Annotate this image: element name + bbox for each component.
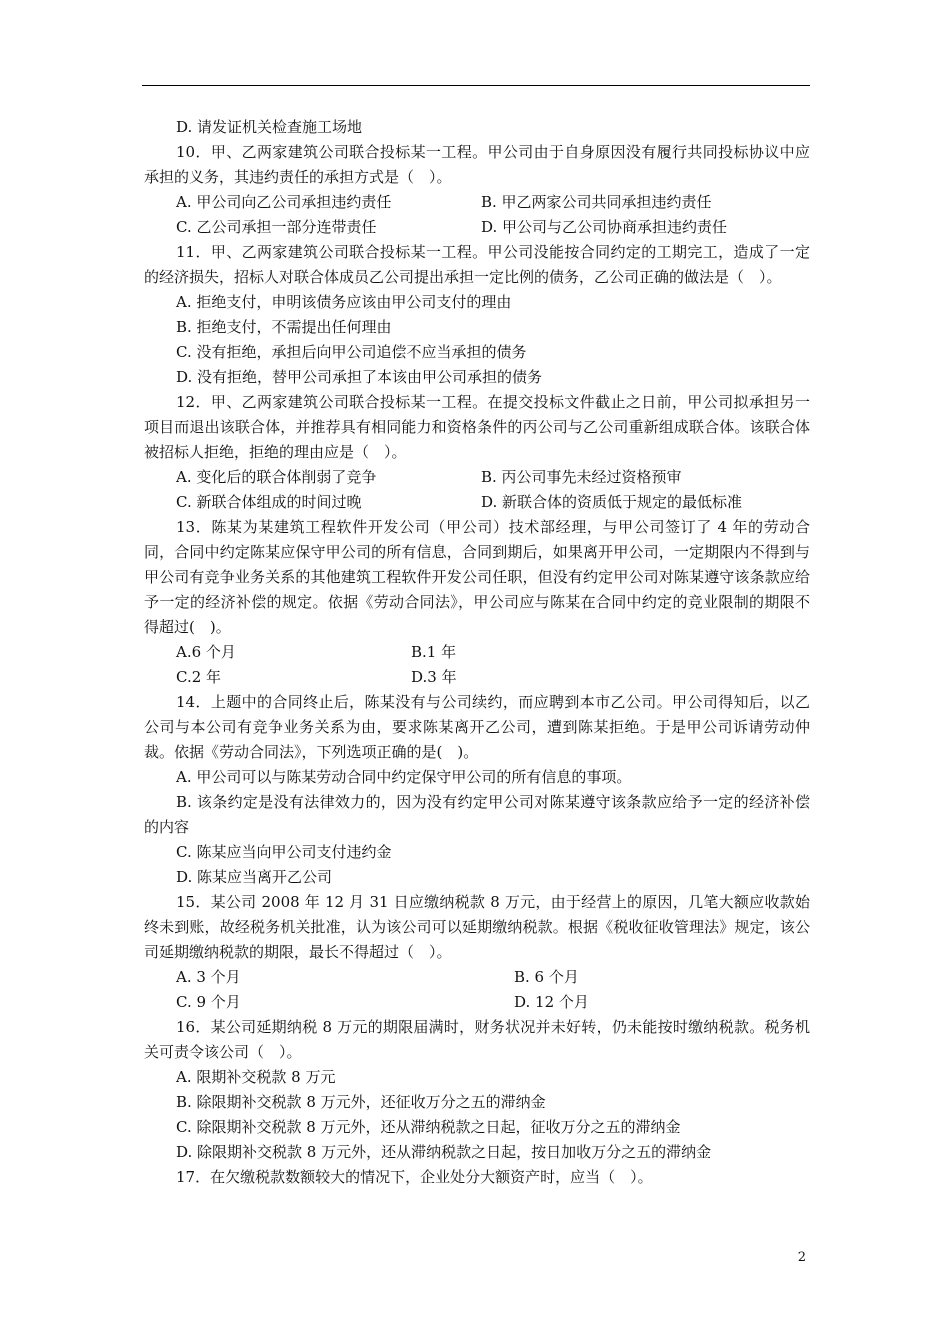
option-item: B. 丙公司事先未经过资格预审 (481, 468, 682, 486)
option-item: A. 变化后的联合体削弱了竞争 (176, 468, 377, 486)
question-paragraph: 11．甲、乙两家建筑公司联合投标某一工程。甲公司没能按合同约定的工期完工，造成了一定的经济损失，招标人对联合体成员乙公司提出承担一定比例的债务，乙公司正确的做法是（ ）。 (144, 243, 810, 286)
option-item: C.2 年 (176, 668, 222, 686)
option-line: B. 拒绝支付，不需提出任何理由 (176, 318, 392, 336)
option-item: D. 甲公司与乙公司协商承担违约责任 (481, 218, 728, 236)
question-paragraph: B. 该条约定是没有法律效力的，因为没有约定甲公司对陈某遵守该条款应给予一定的经济补偿的内容 (144, 793, 810, 836)
option-row (144, 665, 810, 690)
page-number: 2 (797, 1250, 806, 1265)
question-paragraph: 14．上题中的合同终止后，陈某没有与公司续约，而应聘到本市乙公司。甲公司得知后，以乙公司与本公司有竞争业务关系为由，要求陈某离开乙公司，遭到陈某拒绝。于是甲公司诉请劳动仲裁。依据《劳动合同法》，下列选项正确的是( )。 (144, 693, 810, 761)
option-line: 17．在欠缴税款数额较大的情况下，企业处分大额资产时，应当（ ）。 (176, 1168, 653, 1186)
option-item: B. 甲乙两家公司共同承担违约责任 (481, 193, 712, 211)
option-line: C. 没有拒绝，承担后向甲公司追偿不应当承担的债务 (176, 343, 527, 361)
question-paragraph: 16．某公司延期纳税 8 万元的期限届满时，财务状况并未好转，仍未能按时缴纳税款。税务机关可责令该公司（ ）。 (144, 1018, 810, 1061)
option-item: B.1 年 (411, 643, 457, 661)
option-line: A. 拒绝支付，申明该债务应该由甲公司支付的理由 (176, 293, 512, 311)
option-line: C. 除限期补交税款 8 万元外，还从滞纳税款之日起，征收万分之五的滞纳金 (176, 1118, 681, 1136)
option-line: B. 除限期补交税款 8 万元外，还征收万分之五的滞纳金 (176, 1093, 546, 1111)
option-row (144, 640, 810, 665)
header-rule (142, 85, 810, 86)
question-paragraph: 15．某公司 2008 年 12 月 31 日应缴纳税款 8 万元，由于经营上的原因，几笔大额应收款始终未到账，故经税务机关批准，认为该公司可以延期缴纳税款。根据《税收征收管理法》规定，该公司延期缴纳税款的期限，最长不得超过（ ）。 (144, 893, 810, 961)
option-row (144, 965, 810, 990)
document-body (144, 115, 810, 1190)
option-row (144, 190, 810, 215)
option-line: D. 除限期补交税款 8 万元外，还从滞纳税款之日起，按日加收万分之五的滞纳金 (176, 1143, 712, 1161)
option-line: D. 陈某应当离开乙公司 (176, 868, 333, 886)
option-item: D.3 年 (411, 668, 457, 686)
option-line: A. 甲公司可以与陈某劳动合同中约定保守甲公司的所有信息的事项。 (176, 768, 632, 786)
question-paragraph: 12．甲、乙两家建筑公司联合投标某一工程。在提交投标文件截止之日前，甲公司拟承担另一项目而退出该联合体，并推荐具有相同能力和资格条件的丙公司与乙公司重新组成联合体。该联合体被招标人拒绝，拒绝的理由应是（ ）。 (144, 393, 810, 461)
option-item: A.6 个月 (176, 643, 236, 661)
option-line: D. 没有拒绝，替甲公司承担了本该由甲公司承担的债务 (176, 368, 543, 386)
option-line: A. 限期补交税款 8 万元 (176, 1068, 336, 1086)
option-item: C. 新联合体组成的时间过晚 (176, 493, 362, 511)
option-row (144, 215, 810, 240)
option-item: B. 6 个月 (514, 968, 579, 986)
option-item: C. 9 个月 (176, 993, 241, 1011)
option-row (144, 990, 810, 1015)
option-line: C. 陈某应当向甲公司支付违约金 (176, 843, 392, 861)
option-row (144, 465, 810, 490)
option-item: D. 新联合体的资质低于规定的最低标准 (481, 493, 743, 511)
option-item: A. 3 个月 (176, 968, 241, 986)
option-row (144, 490, 810, 515)
option-line: D. 请发证机关检查施工场地 (176, 118, 363, 136)
option-item: D. 12 个月 (514, 993, 589, 1011)
question-paragraph: 13．陈某为某建筑工程软件开发公司（甲公司）技术部经理，与甲公司签订了 4 年的劳动合同，合同中约定陈某应保守甲公司的所有信息，合同到期后，如果离开甲公司，一定期限内不得到与甲公司有竞争业务关系的其他建筑工程软件开发公司任职，但没有约定甲公司对陈某遵守该条款应给予一定的经济补偿的规定。依据《劳动合同法》，甲公司应与陈某在合同中约定的竞业限制的期限不得超过( )。 (144, 518, 810, 636)
question-paragraph: 10．甲、乙两家建筑公司联合投标某一工程。甲公司由于自身原因没有履行共同投标协议中应承担的义务，其违约责任的承担方式是（ ）。 (144, 143, 810, 186)
option-item: A. 甲公司向乙公司承担违约责任 (176, 193, 392, 211)
option-item: C. 乙公司承担一部分连带责任 (176, 218, 377, 236)
